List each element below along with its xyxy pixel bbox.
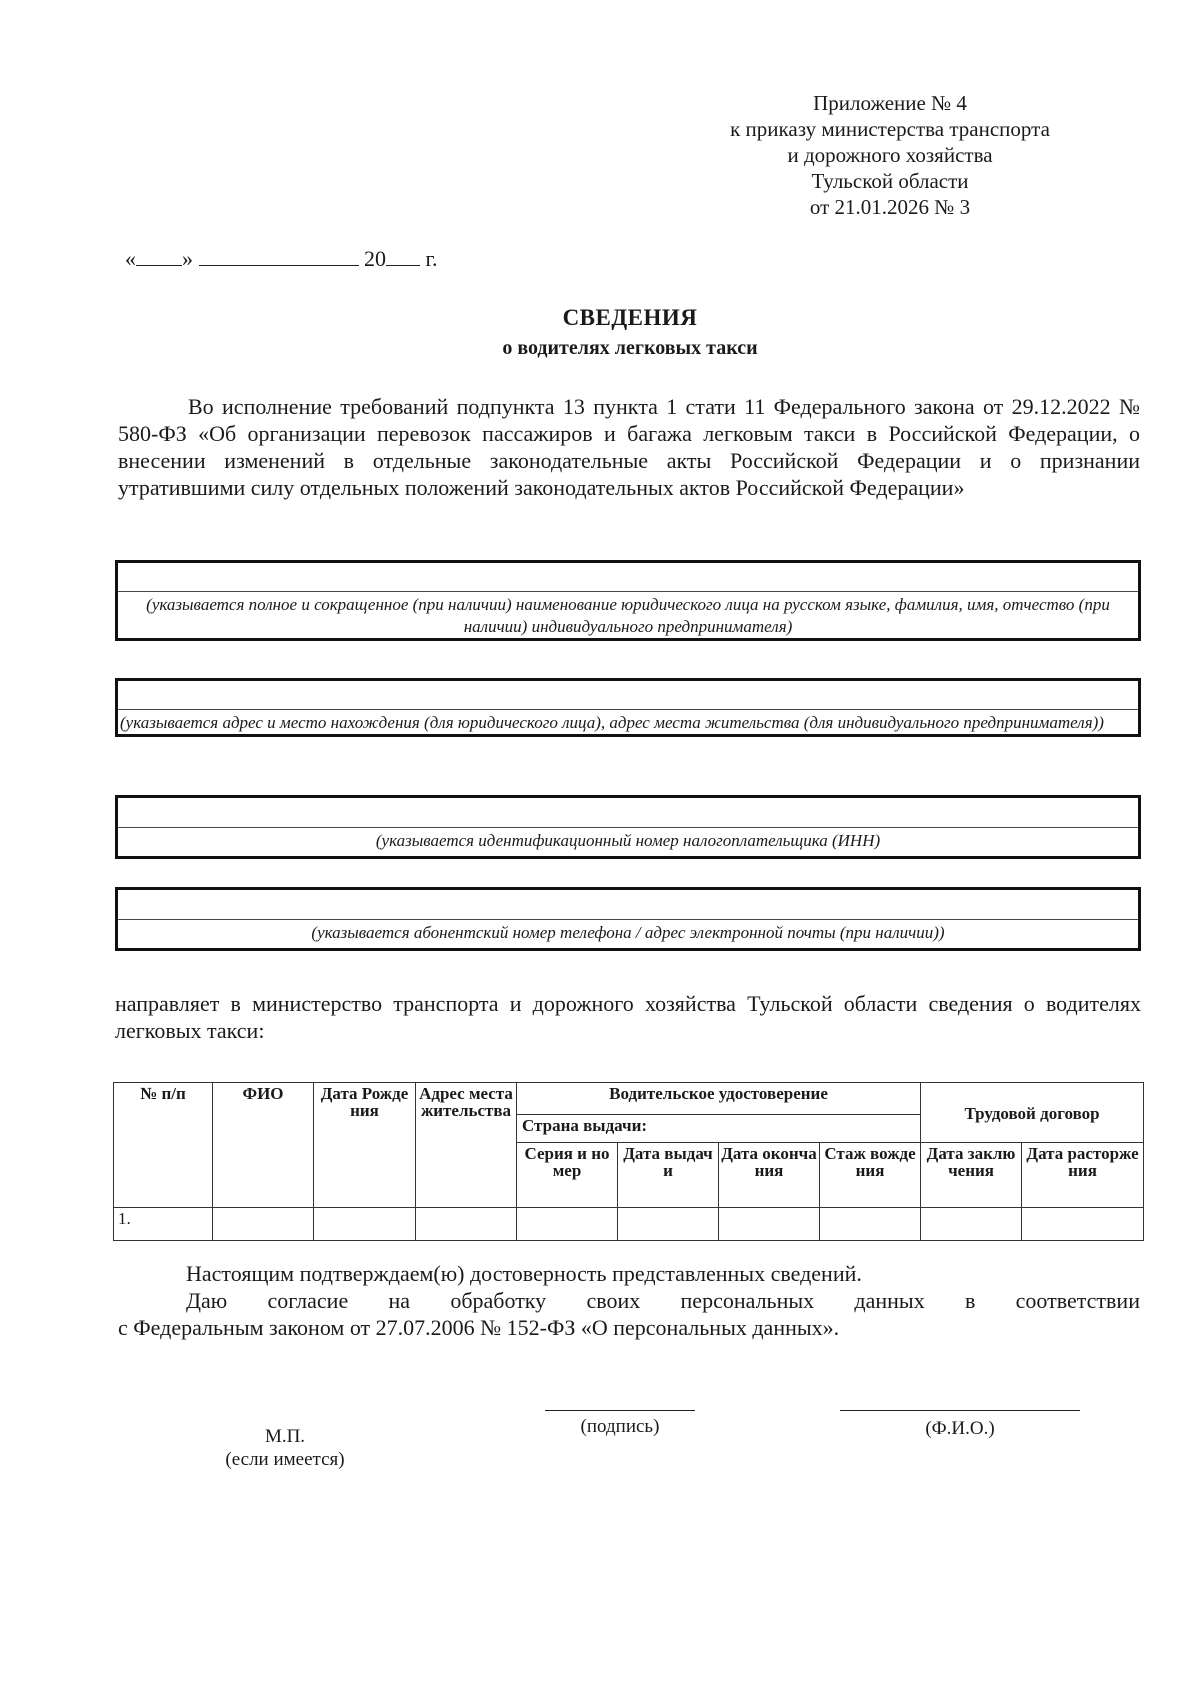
- header-conclusion-date: Дата заключения: [921, 1143, 1022, 1208]
- inn-field: [115, 795, 1141, 859]
- consent-word: своих: [586, 1288, 641, 1313]
- cell-issue-date[interactable]: [618, 1208, 719, 1241]
- date-line: [125, 246, 438, 272]
- annex-line: к приказу министерства транспорта: [730, 117, 1050, 141]
- annex-line: Тульской области: [811, 169, 969, 193]
- consent-word: Даю: [186, 1288, 228, 1313]
- year-suffix: г.: [425, 246, 438, 271]
- inn-input[interactable]: [118, 798, 1138, 828]
- document-title: СВЕДЕНИЯ: [562, 305, 698, 330]
- signature-line[interactable]: [545, 1410, 695, 1411]
- annex-header: [690, 90, 1090, 220]
- header-license-group: Водительское удостоверение: [517, 1083, 921, 1115]
- annex-line: Приложение № 4: [813, 91, 967, 115]
- year-blank[interactable]: [386, 247, 420, 266]
- stamp-label: М.П.: [264, 1426, 306, 1447]
- table-row: [114, 1208, 1144, 1241]
- signature-label: (подпись): [580, 1416, 660, 1437]
- header-birth-date: Дата Рождения: [314, 1083, 416, 1208]
- header-contract-group: Трудовой договор: [921, 1083, 1144, 1143]
- field-hint: (указывается полное и сокращенное (при наличии) наименование юридического лица на русском языке, фамилия, имя, отчество (при наличии) индивидуального предпринимателя): [146, 595, 1110, 636]
- consent-word: обработку: [450, 1288, 547, 1313]
- header-experience: Стаж вождения: [820, 1143, 921, 1208]
- header-termination-date: Дата расторжения: [1022, 1143, 1144, 1208]
- address-field: [115, 678, 1141, 737]
- cell-termination-date[interactable]: [1022, 1208, 1144, 1241]
- consent-line: [186, 1287, 1140, 1314]
- consent-word: в: [965, 1288, 976, 1313]
- cell-birth-date[interactable]: [314, 1208, 416, 1241]
- header-issue-date: Дата выдачи: [618, 1143, 719, 1208]
- consent-law-line: с Федеральным законом от 27.07.2006 № 152-ФЗ «О персональных данных».: [118, 1315, 840, 1340]
- contact-input[interactable]: [118, 890, 1138, 920]
- consent-word: соответствии: [1015, 1288, 1140, 1313]
- consent-word: согласие: [267, 1288, 349, 1313]
- row-number: 1.: [114, 1208, 213, 1241]
- date-close-quote: »: [182, 246, 193, 271]
- cell-series-number[interactable]: [517, 1208, 618, 1241]
- field-hint: (указывается адрес и место нахождения (для юридического лица), адрес места жительства (для индивидуального предпринимателя)): [120, 713, 1104, 732]
- cell-expiry-date[interactable]: [719, 1208, 820, 1241]
- date-open-quote: «: [125, 246, 136, 271]
- stamp-place: [210, 1425, 360, 1471]
- intro-paragraph: Во исполнение требований подпункта 13 пункта 1 стати 11 Федерального закона от 29.12.2022 № 580-ФЗ «Об организации перевозок пассажиров и багажа легковым такси в Российской Федерации, о внесении изменений в отдельные законодательные акты Российской Федерации и о признании утратившими силу отдельных положений законодательных актов Российской Федерации»: [118, 394, 1140, 500]
- day-blank[interactable]: [136, 247, 182, 266]
- sends-paragraph: направляет в министерство транспорта и дорожного хозяйства Тульской области сведения о водителях легковых такси:: [115, 991, 1141, 1043]
- confirmation-sentence: Настоящим подтверждаем(ю) достоверность представленных сведений.: [186, 1261, 862, 1286]
- header-num: № п/п: [114, 1083, 213, 1208]
- annex-line: и дорожного хозяйства: [787, 143, 993, 167]
- confirmation-block: [118, 1260, 1140, 1341]
- annex-line: от 21.01.2026 № 3: [809, 195, 971, 219]
- organization-name-input[interactable]: [118, 563, 1138, 592]
- address-input[interactable]: [118, 681, 1138, 710]
- cell-fio[interactable]: [213, 1208, 314, 1241]
- month-blank[interactable]: [199, 247, 359, 266]
- header-fio: ФИО: [213, 1083, 314, 1208]
- cell-conclusion-date[interactable]: [921, 1208, 1022, 1241]
- field-hint: (указывается идентификационный номер налогоплательщика (ИНН): [375, 831, 881, 850]
- organization-name-field: [115, 560, 1141, 641]
- document-subtitle: о водителях легковых такси: [502, 337, 758, 359]
- fio-line[interactable]: [840, 1410, 1080, 1411]
- consent-word: на: [388, 1288, 411, 1313]
- field-hint: (указывается абонентский номер телефона / адрес электронной почты (при наличии)): [311, 923, 945, 942]
- consent-word: данных: [854, 1288, 925, 1313]
- contact-field: [115, 887, 1141, 951]
- cell-address[interactable]: [416, 1208, 517, 1241]
- consent-word: персональных: [680, 1288, 815, 1313]
- header-address: Адрес места жительства: [416, 1083, 517, 1208]
- year-prefix: 20: [364, 246, 386, 271]
- cell-experience[interactable]: [820, 1208, 921, 1241]
- header-expiry-date: Дата окончания: [719, 1143, 820, 1208]
- stamp-note: (если имеется): [225, 1449, 345, 1470]
- fio-label: (Ф.И.О.): [925, 1418, 995, 1439]
- drivers-table: [113, 1082, 1144, 1241]
- header-series-number: Серия и номер: [517, 1143, 618, 1208]
- header-country: Страна выдачи:: [517, 1115, 921, 1143]
